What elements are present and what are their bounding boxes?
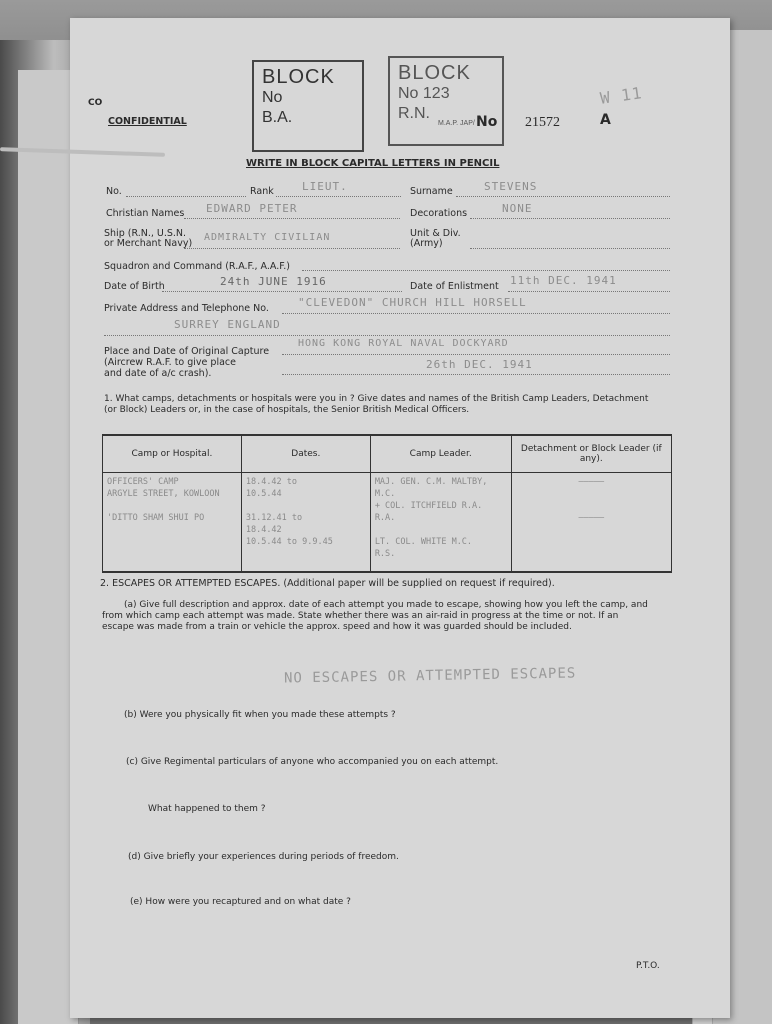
leader-cell: MAJ. GEN. C.M. MALTBY, M.C. + COL. ITCHFIELD R.A. R.A. LT. COL. WHITE M.C. R.S. (370, 473, 511, 573)
stamp-text: BLOCK (262, 66, 335, 88)
no-label: No. (106, 186, 122, 197)
dob-label: Date of Birth (104, 281, 165, 292)
question-2c: (c) Give Regimental particulars of anyone who accompanied you on each attempt. (126, 757, 499, 767)
field-line (282, 374, 670, 375)
surname-label: Surname (410, 186, 453, 197)
field-line (276, 196, 401, 197)
corner-annotation: W 11 (598, 83, 644, 108)
pto-note: P.T.O. (636, 961, 660, 971)
question-2c-followup: What happened to them ? (148, 804, 266, 814)
question-2a: from which camp each attempt was made. State whether there was an air-raid in progress at the time or not. If an (102, 611, 619, 621)
address-value: "CLEVEDON" CHURCH HILL HORSELL (298, 296, 527, 309)
dates-cell: 18.4.42 to 10.5.44 31.12.41 to 18.4.42 10.5.44 to 9.9.45 (241, 473, 370, 573)
capture-label: (Aircrew R.A.F. to give place (104, 357, 236, 368)
squadron-label: Squadron and Command (R.A.F., A.A.F.) (104, 261, 290, 272)
field-line (184, 218, 400, 219)
stamp-text: No (262, 89, 283, 106)
rank-value: LIEUT. (302, 180, 348, 193)
address-value: SURREY ENGLAND (174, 318, 281, 331)
unit-label: (Army) (410, 238, 443, 249)
surname-value: STEVENS (484, 180, 538, 193)
block-stamp-rn (388, 56, 504, 146)
block-stamp-ba (252, 60, 364, 152)
decorations-label: Decorations (410, 208, 468, 219)
field-line (282, 354, 670, 355)
capture-label: Place and Date of Original Capture (104, 346, 270, 357)
field-line (126, 196, 246, 197)
field-line (282, 313, 670, 314)
field-line (508, 291, 670, 292)
pow-questionnaire-sheet (70, 18, 730, 1018)
question-2b: (b) Were you physically fit when you made these attempts ? (124, 710, 396, 720)
corner-fragment: CO (88, 98, 103, 108)
confidential-label: CONFIDENTIAL (108, 116, 187, 127)
capture-value: 26th DEC. 1941 (426, 358, 533, 371)
stamp-text: B.A. (262, 109, 293, 126)
stamp-text: No 123 (398, 85, 450, 102)
enlistment-value: 11th DEC. 1941 (510, 274, 617, 287)
field-line (470, 218, 670, 219)
escapes-answer: NO ESCAPES OR ATTEMPTED ESCAPES (283, 665, 577, 687)
ship-label: Ship (R.N., U.S.N. (104, 228, 187, 239)
dob-value: 24th JUNE 1916 (220, 275, 327, 288)
camp-cell: OFFICERS' CAMP ARGYLE STREET, KOWLOON 'DITTO SHAM SHUI PO (103, 473, 242, 573)
form-number-label: No (476, 114, 498, 130)
question-2a: escape was made from a train or vehicle the approx. speed and how it was guarded should be included. (102, 622, 572, 632)
stamp-small-text: M.A.P. JAP/ (438, 120, 475, 127)
rank-label: Rank (250, 186, 274, 197)
stamp-text: BLOCK (398, 62, 471, 84)
enlistment-label: Date of Enlistment (410, 281, 499, 292)
question-1: 1. What camps, detachments or hospitals were you in ? Give dates and names of the British Camp Leaders, Detachment (104, 394, 649, 404)
stamp-text: R.N. (398, 105, 430, 122)
question-2a: (a) Give full description and approx. date of each attempt you made to escape, showing how you left the camp, and (124, 600, 648, 610)
column-header: Camp or Hospital. (103, 435, 242, 473)
capture-value: HONG KONG ROYAL NAVAL DOCKYARD (298, 338, 509, 349)
question-2-heading: 2. ESCAPES OR ATTEMPTED ESCAPES. (Additional paper will be supplied on request if required). (100, 578, 555, 589)
form-suffix: A (600, 112, 611, 128)
field-line (302, 270, 670, 271)
instruction-heading: WRITE IN BLOCK CAPITAL LETTERS IN PENCIL (246, 158, 500, 169)
question-2d: (d) Give briefly your experiences during periods of freedom. (128, 852, 399, 862)
form-number: 21572 (525, 115, 560, 130)
ship-label: or Merchant Navy) (104, 238, 193, 249)
ship-value: ADMIRALTY CIVILIAN (204, 232, 331, 243)
column-header: Detachment or Block Leader (if any). (511, 435, 671, 473)
camps-table (102, 434, 672, 573)
column-header: Dates. (241, 435, 370, 473)
field-line (162, 291, 402, 292)
field-line (456, 196, 670, 197)
detachment-cell: ————— ————— (511, 473, 671, 573)
column-header: Camp Leader. (370, 435, 511, 473)
decorations-value: NONE (502, 202, 533, 215)
capture-label: and date of a/c crash). (104, 368, 212, 379)
christian-names-label: Christian Names (106, 208, 185, 219)
address-label: Private Address and Telephone No. (104, 303, 269, 314)
field-line (104, 335, 670, 336)
field-line (184, 248, 400, 249)
unit-label: Unit & Div. (410, 228, 461, 239)
field-line (470, 248, 670, 249)
question-2e: (e) How were you recaptured and on what date ? (130, 897, 351, 907)
question-1: (or Block) Leaders or, in the case of hospitals, the Senior British Medical Officers. (104, 405, 470, 415)
christian-names-value: EDWARD PETER (206, 202, 298, 215)
